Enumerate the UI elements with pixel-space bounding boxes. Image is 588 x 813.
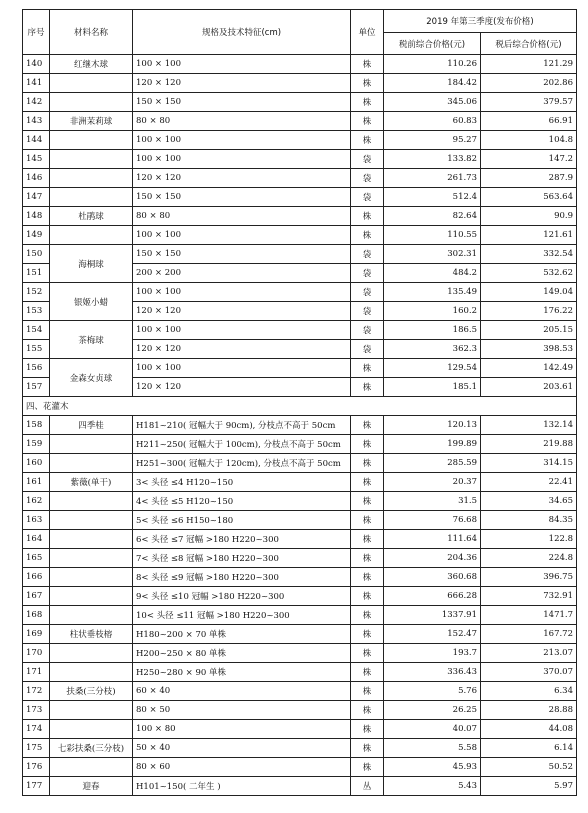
table-row — [23, 112, 577, 131]
cell-spec: H250~280 × 90 单株 — [133, 663, 351, 682]
cell-spec: H211~250( 冠幅大于 100cm), 分枝点不高于 50cm — [133, 435, 351, 454]
cell-material-name — [50, 435, 133, 454]
cell-unit: 袋 — [351, 321, 384, 340]
cell-no: 169 — [23, 625, 50, 644]
cell-post-tax-price: 203.61 — [481, 378, 577, 397]
table-row — [23, 739, 577, 758]
cell-unit: 株 — [351, 131, 384, 150]
table-row — [23, 568, 577, 587]
cell-post-tax-price: 379.57 — [481, 93, 577, 112]
cell-material-name: 海桐球 — [50, 245, 133, 283]
table-row — [23, 663, 577, 682]
cell-post-tax-price: 287.9 — [481, 169, 577, 188]
cell-post-tax-price: 34.65 — [481, 492, 577, 511]
cell-post-tax-price: 205.15 — [481, 321, 577, 340]
table-row — [23, 150, 577, 169]
cell-material-name: 非洲茉莉球 — [50, 112, 133, 131]
cell-spec: 120 × 120 — [133, 74, 351, 93]
header-unit: 单位 — [351, 10, 384, 55]
cell-no: 164 — [23, 530, 50, 549]
cell-post-tax-price: 370.07 — [481, 663, 577, 682]
cell-spec: 120 × 120 — [133, 378, 351, 397]
cell-spec: 80 × 60 — [133, 758, 351, 777]
cell-pre-tax-price: 95.27 — [384, 131, 481, 150]
cell-material-name — [50, 758, 133, 777]
table-row — [23, 207, 577, 226]
cell-post-tax-price: 66.91 — [481, 112, 577, 131]
cell-unit: 株 — [351, 473, 384, 492]
cell-material-name — [50, 644, 133, 663]
cell-unit: 株 — [351, 606, 384, 625]
cell-unit: 袋 — [351, 188, 384, 207]
cell-spec: 100 × 100 — [133, 55, 351, 74]
table-row — [23, 359, 577, 378]
cell-pre-tax-price: 160.2 — [384, 302, 481, 321]
cell-post-tax-price: 132.14 — [481, 416, 577, 435]
cell-pre-tax-price: 360.68 — [384, 568, 481, 587]
cell-post-tax-price: 167.72 — [481, 625, 577, 644]
cell-pre-tax-price: 204.36 — [384, 549, 481, 568]
cell-pre-tax-price: 111.64 — [384, 530, 481, 549]
cell-spec: 9< 头径 ≤10 冠幅 >180 H220~300 — [133, 587, 351, 606]
cell-pre-tax-price: 20.37 — [384, 473, 481, 492]
cell-unit: 株 — [351, 112, 384, 131]
cell-material-name — [50, 74, 133, 93]
cell-unit: 袋 — [351, 264, 384, 283]
cell-no: 161 — [23, 473, 50, 492]
table-row — [23, 625, 577, 644]
cell-no: 172 — [23, 682, 50, 701]
cell-no: 176 — [23, 758, 50, 777]
cell-post-tax-price: 396.75 — [481, 568, 577, 587]
cell-spec: 3< 头径 ≤4 H120~150 — [133, 473, 351, 492]
cell-spec: 100 × 100 — [133, 131, 351, 150]
table-row — [23, 511, 577, 530]
table-row — [23, 777, 577, 796]
cell-unit: 株 — [351, 416, 384, 435]
cell-no: 153 — [23, 302, 50, 321]
cell-post-tax-price: 149.04 — [481, 283, 577, 302]
cell-pre-tax-price: 199.89 — [384, 435, 481, 454]
cell-post-tax-price: 122.8 — [481, 530, 577, 549]
cell-no: 173 — [23, 701, 50, 720]
cell-unit: 株 — [351, 663, 384, 682]
cell-pre-tax-price: 60.83 — [384, 112, 481, 131]
cell-material-name: 柱状垂枝榕 — [50, 625, 133, 644]
cell-no: 168 — [23, 606, 50, 625]
table-row — [23, 226, 577, 245]
cell-spec: 50 × 40 — [133, 739, 351, 758]
cell-pre-tax-price: 31.5 — [384, 492, 481, 511]
cell-spec: 100 × 80 — [133, 720, 351, 739]
cell-no: 155 — [23, 340, 50, 359]
cell-spec: H180~200 × 70 单株 — [133, 625, 351, 644]
cell-unit: 丛 — [351, 777, 384, 796]
cell-material-name — [50, 131, 133, 150]
cell-material-name — [50, 720, 133, 739]
cell-unit: 株 — [351, 378, 384, 397]
table-row — [23, 416, 577, 435]
cell-pre-tax-price: 185.1 — [384, 378, 481, 397]
cell-material-name — [50, 93, 133, 112]
cell-post-tax-price: 22.41 — [481, 473, 577, 492]
cell-no: 151 — [23, 264, 50, 283]
cell-spec: 80 × 80 — [133, 207, 351, 226]
table-row — [23, 93, 577, 112]
cell-unit: 株 — [351, 93, 384, 112]
cell-material-name — [50, 568, 133, 587]
cell-material-name: 茶梅球 — [50, 321, 133, 359]
cell-spec: 100 × 100 — [133, 150, 351, 169]
cell-post-tax-price: 219.88 — [481, 435, 577, 454]
cell-no: 142 — [23, 93, 50, 112]
cell-no: 140 — [23, 55, 50, 74]
cell-material-name — [50, 454, 133, 473]
cell-spec: 5< 头径 ≤6 H150~180 — [133, 511, 351, 530]
table-row — [23, 454, 577, 473]
cell-material-name — [50, 226, 133, 245]
table-row — [23, 74, 577, 93]
cell-post-tax-price: 44.08 — [481, 720, 577, 739]
cell-no: 174 — [23, 720, 50, 739]
cell-spec: 120 × 120 — [133, 340, 351, 359]
table-row — [23, 720, 577, 739]
cell-pre-tax-price: 45.93 — [384, 758, 481, 777]
cell-spec: H251~300( 冠幅大于 120cm), 分枝点不高于 50cm — [133, 454, 351, 473]
cell-unit: 株 — [351, 74, 384, 93]
cell-no: 144 — [23, 131, 50, 150]
cell-pre-tax-price: 133.82 — [384, 150, 481, 169]
cell-post-tax-price: 121.29 — [481, 55, 577, 74]
cell-material-name — [50, 530, 133, 549]
cell-no: 157 — [23, 378, 50, 397]
cell-post-tax-price: 314.15 — [481, 454, 577, 473]
cell-spec: 100 × 100 — [133, 321, 351, 340]
cell-no: 149 — [23, 226, 50, 245]
cell-unit: 株 — [351, 435, 384, 454]
section-row — [23, 397, 577, 416]
table-row — [23, 169, 577, 188]
cell-pre-tax-price: 1337.91 — [384, 606, 481, 625]
cell-post-tax-price: 104.8 — [481, 131, 577, 150]
cell-pre-tax-price: 261.73 — [384, 169, 481, 188]
cell-spec: 200 × 200 — [133, 264, 351, 283]
cell-post-tax-price: 142.49 — [481, 359, 577, 378]
cell-post-tax-price: 398.53 — [481, 340, 577, 359]
cell-unit: 袋 — [351, 340, 384, 359]
cell-no: 160 — [23, 454, 50, 473]
cell-no: 159 — [23, 435, 50, 454]
cell-spec: 60 × 40 — [133, 682, 351, 701]
cell-unit: 株 — [351, 720, 384, 739]
cell-pre-tax-price: 193.7 — [384, 644, 481, 663]
cell-pre-tax-price: 40.07 — [384, 720, 481, 739]
cell-unit: 株 — [351, 549, 384, 568]
cell-unit: 株 — [351, 701, 384, 720]
cell-pre-tax-price: 152.47 — [384, 625, 481, 644]
cell-material-name: 紫薇(单干) — [50, 473, 133, 492]
cell-pre-tax-price: 5.58 — [384, 739, 481, 758]
cell-unit: 袋 — [351, 302, 384, 321]
table-row — [23, 492, 577, 511]
table-row — [23, 283, 577, 302]
cell-pre-tax-price: 345.06 — [384, 93, 481, 112]
cell-unit: 株 — [351, 530, 384, 549]
price-table — [22, 9, 577, 796]
table-row — [23, 188, 577, 207]
cell-material-name: 四季桂 — [50, 416, 133, 435]
cell-no: 141 — [23, 74, 50, 93]
cell-post-tax-price: 332.54 — [481, 245, 577, 264]
cell-no: 148 — [23, 207, 50, 226]
cell-spec: 80 × 80 — [133, 112, 351, 131]
cell-pre-tax-price: 186.5 — [384, 321, 481, 340]
cell-post-tax-price: 5.97 — [481, 777, 577, 796]
header-period: 2019 年第三季度(发布价格) — [384, 10, 577, 33]
cell-spec: 150 × 150 — [133, 245, 351, 264]
cell-pre-tax-price: 285.59 — [384, 454, 481, 473]
cell-spec: 4< 头径 ≤5 H120~150 — [133, 492, 351, 511]
cell-no: 147 — [23, 188, 50, 207]
cell-material-name: 杜鹃球 — [50, 207, 133, 226]
cell-material-name: 银姬小蜡 — [50, 283, 133, 321]
cell-post-tax-price: 6.34 — [481, 682, 577, 701]
cell-pre-tax-price: 362.3 — [384, 340, 481, 359]
cell-material-name — [50, 511, 133, 530]
cell-material-name — [50, 169, 133, 188]
cell-material-name — [50, 606, 133, 625]
cell-no: 143 — [23, 112, 50, 131]
cell-unit: 株 — [351, 207, 384, 226]
table-row — [23, 701, 577, 720]
table-row — [23, 587, 577, 606]
cell-pre-tax-price: 666.28 — [384, 587, 481, 606]
cell-no: 163 — [23, 511, 50, 530]
cell-no: 167 — [23, 587, 50, 606]
cell-pre-tax-price: 120.13 — [384, 416, 481, 435]
cell-no: 152 — [23, 283, 50, 302]
cell-material-name — [50, 549, 133, 568]
table-row — [23, 55, 577, 74]
table-row — [23, 435, 577, 454]
table-row — [23, 131, 577, 150]
cell-pre-tax-price: 110.55 — [384, 226, 481, 245]
cell-pre-tax-price: 82.64 — [384, 207, 481, 226]
cell-spec: 8< 头径 ≤9 冠幅 >180 H220~300 — [133, 568, 351, 587]
cell-spec: H181~210( 冠幅大于 90cm), 分枝点不高于 50cm — [133, 416, 351, 435]
cell-no: 156 — [23, 359, 50, 378]
cell-no: 170 — [23, 644, 50, 663]
cell-post-tax-price: 532.62 — [481, 264, 577, 283]
cell-no: 145 — [23, 150, 50, 169]
header-material-name: 材料名称 — [50, 10, 133, 55]
cell-spec: 150 × 150 — [133, 93, 351, 112]
cell-unit: 株 — [351, 739, 384, 758]
cell-no: 150 — [23, 245, 50, 264]
table-row — [23, 606, 577, 625]
cell-no: 165 — [23, 549, 50, 568]
cell-spec: 7< 头径 ≤8 冠幅 >180 H220~300 — [133, 549, 351, 568]
header-spec: 规格及技术特征(cm) — [133, 10, 351, 55]
cell-post-tax-price: 6.14 — [481, 739, 577, 758]
header-no: 序号 — [23, 10, 50, 55]
cell-material-name: 金森女贞球 — [50, 359, 133, 397]
table-row — [23, 530, 577, 549]
cell-spec: 100 × 100 — [133, 226, 351, 245]
cell-spec: 10< 头径 ≤11 冠幅 >180 H220~300 — [133, 606, 351, 625]
cell-spec: H200~250 × 80 单株 — [133, 644, 351, 663]
cell-unit: 株 — [351, 682, 384, 701]
table-row — [23, 245, 577, 264]
cell-post-tax-price: 563.64 — [481, 188, 577, 207]
cell-pre-tax-price: 129.54 — [384, 359, 481, 378]
cell-spec: 150 × 150 — [133, 188, 351, 207]
cell-material-name: 七彩扶桑(三分枝) — [50, 739, 133, 758]
cell-pre-tax-price: 512.4 — [384, 188, 481, 207]
cell-unit: 袋 — [351, 245, 384, 264]
cell-unit: 株 — [351, 492, 384, 511]
table-header — [23, 10, 577, 55]
cell-unit: 株 — [351, 359, 384, 378]
cell-material-name: 红继木球 — [50, 55, 133, 74]
cell-no: 162 — [23, 492, 50, 511]
cell-spec: 80 × 50 — [133, 701, 351, 720]
cell-unit: 袋 — [351, 169, 384, 188]
cell-material-name: 扶桑(三分枝) — [50, 682, 133, 701]
cell-material-name — [50, 663, 133, 682]
cell-post-tax-price: 176.22 — [481, 302, 577, 321]
table-row — [23, 758, 577, 777]
table-row — [23, 549, 577, 568]
cell-pre-tax-price: 76.68 — [384, 511, 481, 530]
cell-material-name — [50, 150, 133, 169]
cell-pre-tax-price: 5.76 — [384, 682, 481, 701]
header-post-tax-price: 税后综合价格(元) — [481, 33, 577, 55]
cell-material-name — [50, 587, 133, 606]
cell-unit: 株 — [351, 644, 384, 663]
cell-post-tax-price: 84.35 — [481, 511, 577, 530]
cell-no: 171 — [23, 663, 50, 682]
cell-pre-tax-price: 336.43 — [384, 663, 481, 682]
cell-unit: 株 — [351, 454, 384, 473]
cell-pre-tax-price: 135.49 — [384, 283, 481, 302]
cell-material-name: 迎春 — [50, 777, 133, 796]
cell-spec: 120 × 120 — [133, 169, 351, 188]
cell-post-tax-price: 224.8 — [481, 549, 577, 568]
table-row — [23, 473, 577, 492]
cell-post-tax-price: 90.9 — [481, 207, 577, 226]
cell-material-name — [50, 188, 133, 207]
cell-pre-tax-price: 26.25 — [384, 701, 481, 720]
cell-unit: 株 — [351, 625, 384, 644]
cell-pre-tax-price: 5.43 — [384, 777, 481, 796]
cell-post-tax-price: 147.2 — [481, 150, 577, 169]
cell-pre-tax-price: 184.42 — [384, 74, 481, 93]
table-body — [23, 55, 577, 796]
cell-post-tax-price: 732.91 — [481, 587, 577, 606]
cell-material-name — [50, 492, 133, 511]
cell-no: 154 — [23, 321, 50, 340]
table-row — [23, 644, 577, 663]
section-label: 四、花灌木 — [23, 397, 577, 416]
cell-no: 175 — [23, 739, 50, 758]
cell-post-tax-price: 121.61 — [481, 226, 577, 245]
cell-pre-tax-price: 302.31 — [384, 245, 481, 264]
header-pre-tax-price: 税前综合价格(元) — [384, 33, 481, 55]
cell-pre-tax-price: 110.26 — [384, 55, 481, 74]
cell-material-name — [50, 701, 133, 720]
cell-unit: 株 — [351, 587, 384, 606]
cell-post-tax-price: 213.07 — [481, 644, 577, 663]
cell-unit: 株 — [351, 226, 384, 245]
cell-unit: 株 — [351, 568, 384, 587]
cell-unit: 株 — [351, 511, 384, 530]
cell-no: 158 — [23, 416, 50, 435]
cell-post-tax-price: 202.86 — [481, 74, 577, 93]
cell-no: 146 — [23, 169, 50, 188]
cell-no: 166 — [23, 568, 50, 587]
cell-post-tax-price: 1471.7 — [481, 606, 577, 625]
cell-spec: H101~150( 二年生 ) — [133, 777, 351, 796]
cell-unit: 袋 — [351, 283, 384, 302]
cell-spec: 120 × 120 — [133, 302, 351, 321]
cell-pre-tax-price: 484.2 — [384, 264, 481, 283]
cell-spec: 6< 头径 ≤7 冠幅 >180 H220~300 — [133, 530, 351, 549]
cell-spec: 100 × 100 — [133, 283, 351, 302]
cell-unit: 株 — [351, 55, 384, 74]
cell-unit: 袋 — [351, 150, 384, 169]
table-row — [23, 682, 577, 701]
cell-post-tax-price: 50.52 — [481, 758, 577, 777]
cell-spec: 100 × 100 — [133, 359, 351, 378]
cell-post-tax-price: 28.88 — [481, 701, 577, 720]
cell-unit: 株 — [351, 758, 384, 777]
table-row — [23, 321, 577, 340]
cell-no: 177 — [23, 777, 50, 796]
